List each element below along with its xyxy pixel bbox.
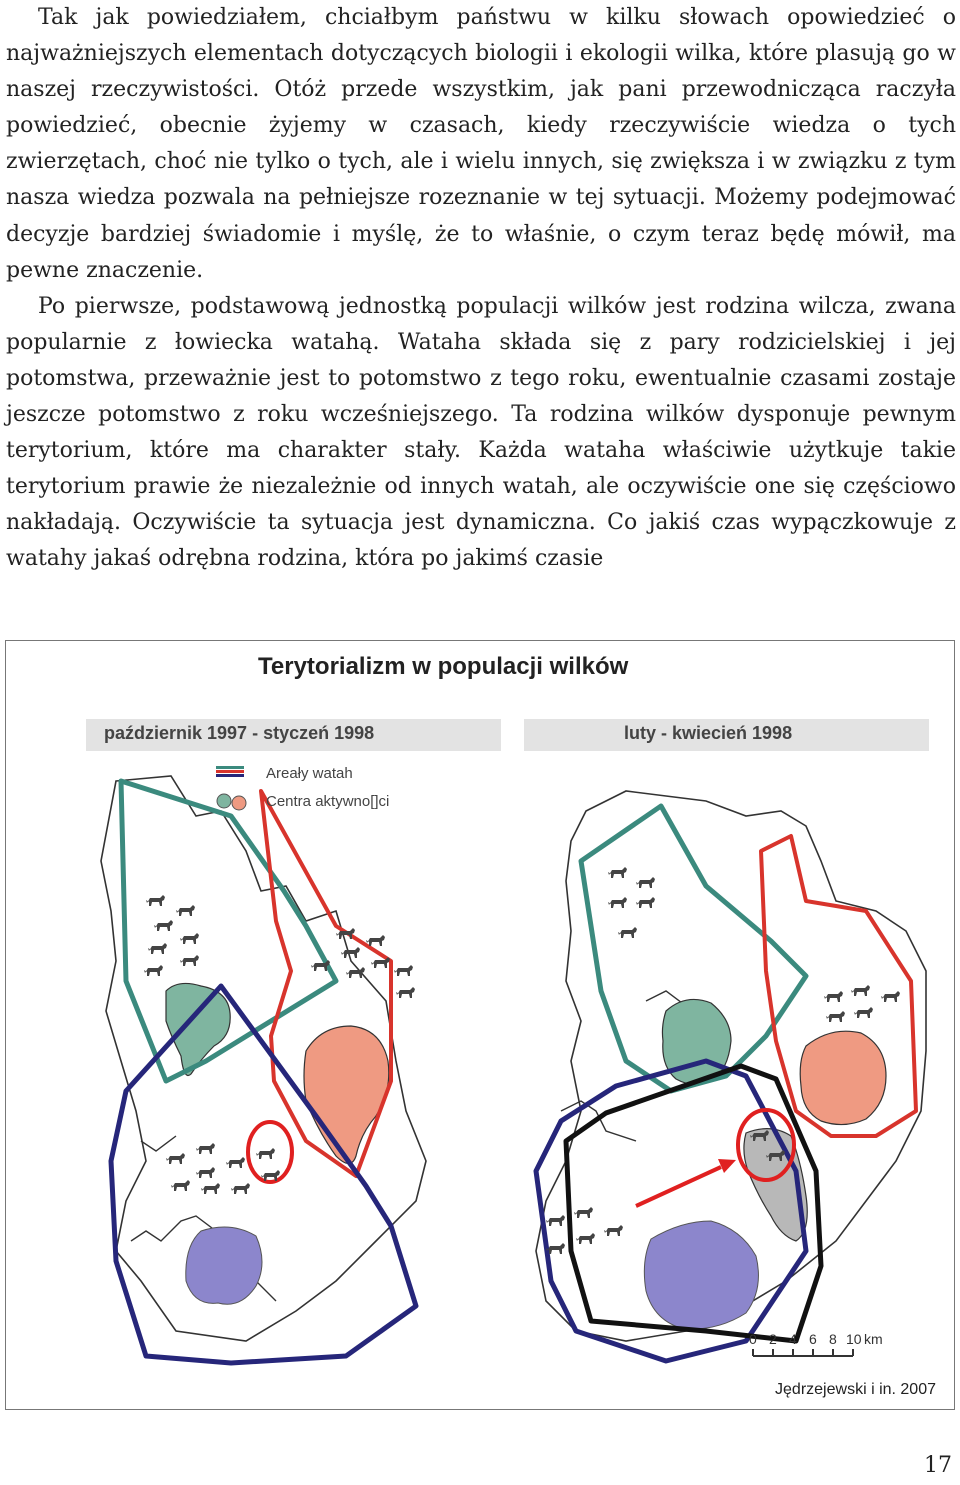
paragraph-2: Po pierwsze, podstawową jednostką populacji wilków jest rodzina wilcza, zwana popularnie z łowiecka watahą. Wataha składa się z pary rodzicielskiej i jej potomstwa, przeważnie jest to potomstwo z tego roku, ewentualnie czasami zostaje jeszcze potomstwo z roku wcześniejszego. Ta rodzina wilków dysponuje pewnym terytorium, które ma charakter stały. Każda wataha właściwie użytkuje takie terytorium prawie że niezależnie od innych watah, ale oczywiście one się częściowo nakładają. Oczywiście ta sytuacja jest dynamiczna. Co jakiś czas wypączkowuje z watahy jakaś odrębna rodzina, która po jakimś czasie	[6, 293, 956, 572]
wolf-icon	[394, 965, 413, 976]
figure-title: Terytorializm w populacji wilków	[258, 653, 629, 680]
legend-dot-red	[232, 796, 246, 810]
navy-activity-center	[644, 1221, 758, 1329]
red-activity-center	[800, 1031, 886, 1124]
territory-figure	[5, 640, 955, 1410]
scale-tick-10: 10	[846, 1331, 862, 1347]
legend-areas-label: Areały watah	[266, 765, 353, 782]
scale-tick-8: 8	[829, 1331, 837, 1347]
territory-maps	[6, 641, 954, 1409]
legend-line-red	[216, 770, 244, 773]
left-map-title: październik 1997 - styczeń 1998	[104, 723, 375, 743]
navy-activity-center	[186, 1227, 262, 1304]
legend-centers-label: Centra aktywno[]ci	[266, 793, 390, 810]
legend	[216, 766, 246, 810]
scale-bar	[753, 1349, 853, 1356]
figure-credit: Jędrzejewski i in. 2007	[775, 1381, 936, 1398]
scale-tick-2: 2	[769, 1331, 777, 1347]
wolf-icon	[366, 935, 385, 946]
page-number: 17	[924, 1453, 952, 1478]
paragraph-1: Tak jak powiedziałem, chciałbym państwu w kilku słowach opowiedzieć o najważniejszych elementach dotyczących biologii i ekologii wilka, które plasują go w naszej rzeczywistości. Otóż przede wszystkim, jak pani przewodnicząca raczyła powiedzieć, obecnie żyjemy w czasach, kiedy rzeczywiście wiedza o tych zwierzętach, choć nie tylko o tych, ale i wielu innych, się zwiększa i w związku z tym nasza wiedza pozwala na pełniejsze rozeznanie w tej sytuacji. Możemy podejmować decyzje bardziej świadomie i myślę, że to właśnie, o czym teraz będę mówił, ma pewne znaczenie.	[6, 5, 956, 283]
article-text	[6, 0, 956, 578]
legend-line-teal	[216, 766, 244, 769]
scale-tick-6: 6	[809, 1331, 817, 1347]
right-map	[536, 791, 926, 1361]
legend-dot-teal	[217, 794, 231, 808]
legend-line-navy	[216, 774, 244, 777]
wolf-icon	[396, 987, 415, 998]
scale-unit: km	[864, 1331, 883, 1347]
scale-tick-0: 0	[749, 1331, 757, 1347]
wolf-icon	[371, 957, 390, 968]
left-map	[101, 776, 426, 1363]
right-map-title: luty - kwiecień 1998	[624, 723, 793, 743]
scale-tick-4: 4	[789, 1331, 797, 1347]
